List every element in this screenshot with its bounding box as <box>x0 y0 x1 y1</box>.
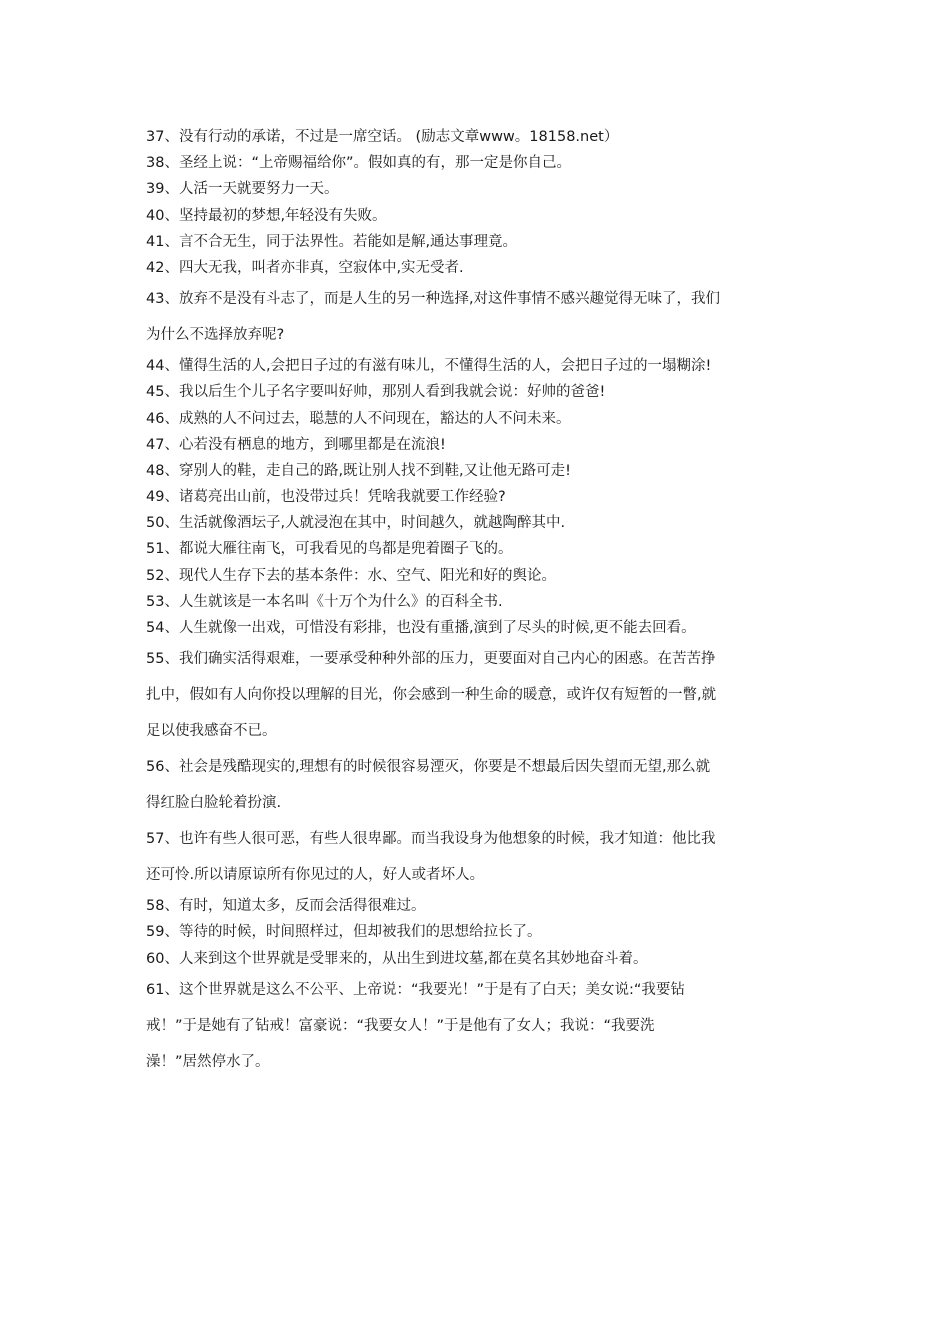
quote-line-continued: 足以使我感奋不已。 <box>146 723 277 740</box>
quote-list <box>146 124 812 1080</box>
quote-line: 39、人活一天就要努力一天。 <box>146 181 339 198</box>
quote-line: 45、我以后生个儿子名字要叫好帅，那别人看到我就会说：好帅的爸爸! <box>146 384 606 401</box>
quote-line: 54、人生就像一出戏，可惜没有彩排，也没有重播,演到了尽头的时候,更不能去回看。 <box>146 620 696 636</box>
quote-line: 44、懂得生活的人,会把日子过的有滋有味儿，不懂得生活的人，会把日子过的一塌糊涂! <box>146 358 712 375</box>
quote-line: 41、言不合无生，同于法界性。若能如是解,通达事理竟。 <box>146 233 518 250</box>
quote-line: 61、这个世界就是这么不公平、上帝说：“我要光！”于是有了白天；美女说:“我要钻 <box>146 981 685 998</box>
quote-line: 37、没有行动的承诺，不过是一席空话。 (励志文章www。18158.net） <box>146 129 619 145</box>
quote-line: 57、也许有些人很可恶，有些人很卑鄙。而当我设身为他想象的时候，我才知道：他比我 <box>146 831 716 848</box>
quote-line-continued: 为什么不选择放弃呢? <box>146 327 285 344</box>
quote-line: 60、人来到这个世界就是受罪来的，从出生到进坟墓,都在莫名其妙地奋斗着。 <box>146 950 648 967</box>
quote-line-continued: 还可怜.所以请原谅所有你见过的人，好人或者坏人。 <box>146 867 485 884</box>
quote-line: 48、穿别人的鞋，走自己的路,既让别人找不到鞋,又让他无路可走! <box>146 462 571 479</box>
quote-line-continued: 戒！”于是她有了钻戒！富豪说：“我要女人！”于是他有了女人；我说：“我要洗 <box>146 1017 655 1034</box>
quote-line: 51、都说大雁往南飞，可我看见的鸟都是兜着圈子飞的。 <box>146 541 513 558</box>
quote-line-continued: 得红脸白脸轮着扮演. <box>146 795 282 812</box>
quote-line: 42、四大无我，叫者亦非真，空寂体中,实无受者. <box>146 259 464 276</box>
quote-line: 47、心若没有栖息的地方，到哪里都是在流浪! <box>146 436 446 453</box>
quote-line: 52、现代人生存下去的基本条件：水、空气、阳光和好的舆论。 <box>146 567 556 584</box>
quote-line: 53、人生就该是一本名叫《十万个为什么》的百科全书. <box>146 593 503 610</box>
quote-line-continued: 扎中，假如有人向你投以理解的目光，你会感到一种生命的暖意，或许仅有短暂的一瞥,就 <box>146 687 717 704</box>
quote-line: 38、圣经上说：“上帝赐福给你”。假如真的有，那一定是你自己。 <box>146 155 571 172</box>
quote-line: 40、坚持最初的梦想,年轻没有失败。 <box>146 207 387 224</box>
quote-line-continued: 澡！”居然停水了。 <box>146 1053 270 1070</box>
quote-line: 55、我们确实活得艰难，一要承受种种外部的压力，更要面对自己内心的困惑。在苦苦挣 <box>146 651 716 668</box>
quote-line: 43、放弃不是没有斗志了，而是人生的另一种选择,对这件事情不感兴趣觉得无味了，我们 <box>146 291 721 308</box>
quote-line: 59、等待的时候，时间照样过，但却被我们的思想给拉长了。 <box>146 924 542 941</box>
quote-line: 49、诸葛亮出山前，也没带过兵！凭啥我就要工作经验? <box>146 489 506 506</box>
quote-line: 58、有时，知道太多，反而会活得很难过。 <box>146 898 426 915</box>
quote-line: 56、社会是残酷现实的,理想有的时候很容易湮灭，你要是不想最后因失望而无望,那么就 <box>146 759 711 776</box>
quote-line: 50、生活就像酒坛子,人就浸泡在其中，时间越久，就越陶醉其中. <box>146 515 566 532</box>
quote-line: 46、成熟的人不问过去，聪慧的人不问现在，豁达的人不问未来。 <box>146 410 571 427</box>
